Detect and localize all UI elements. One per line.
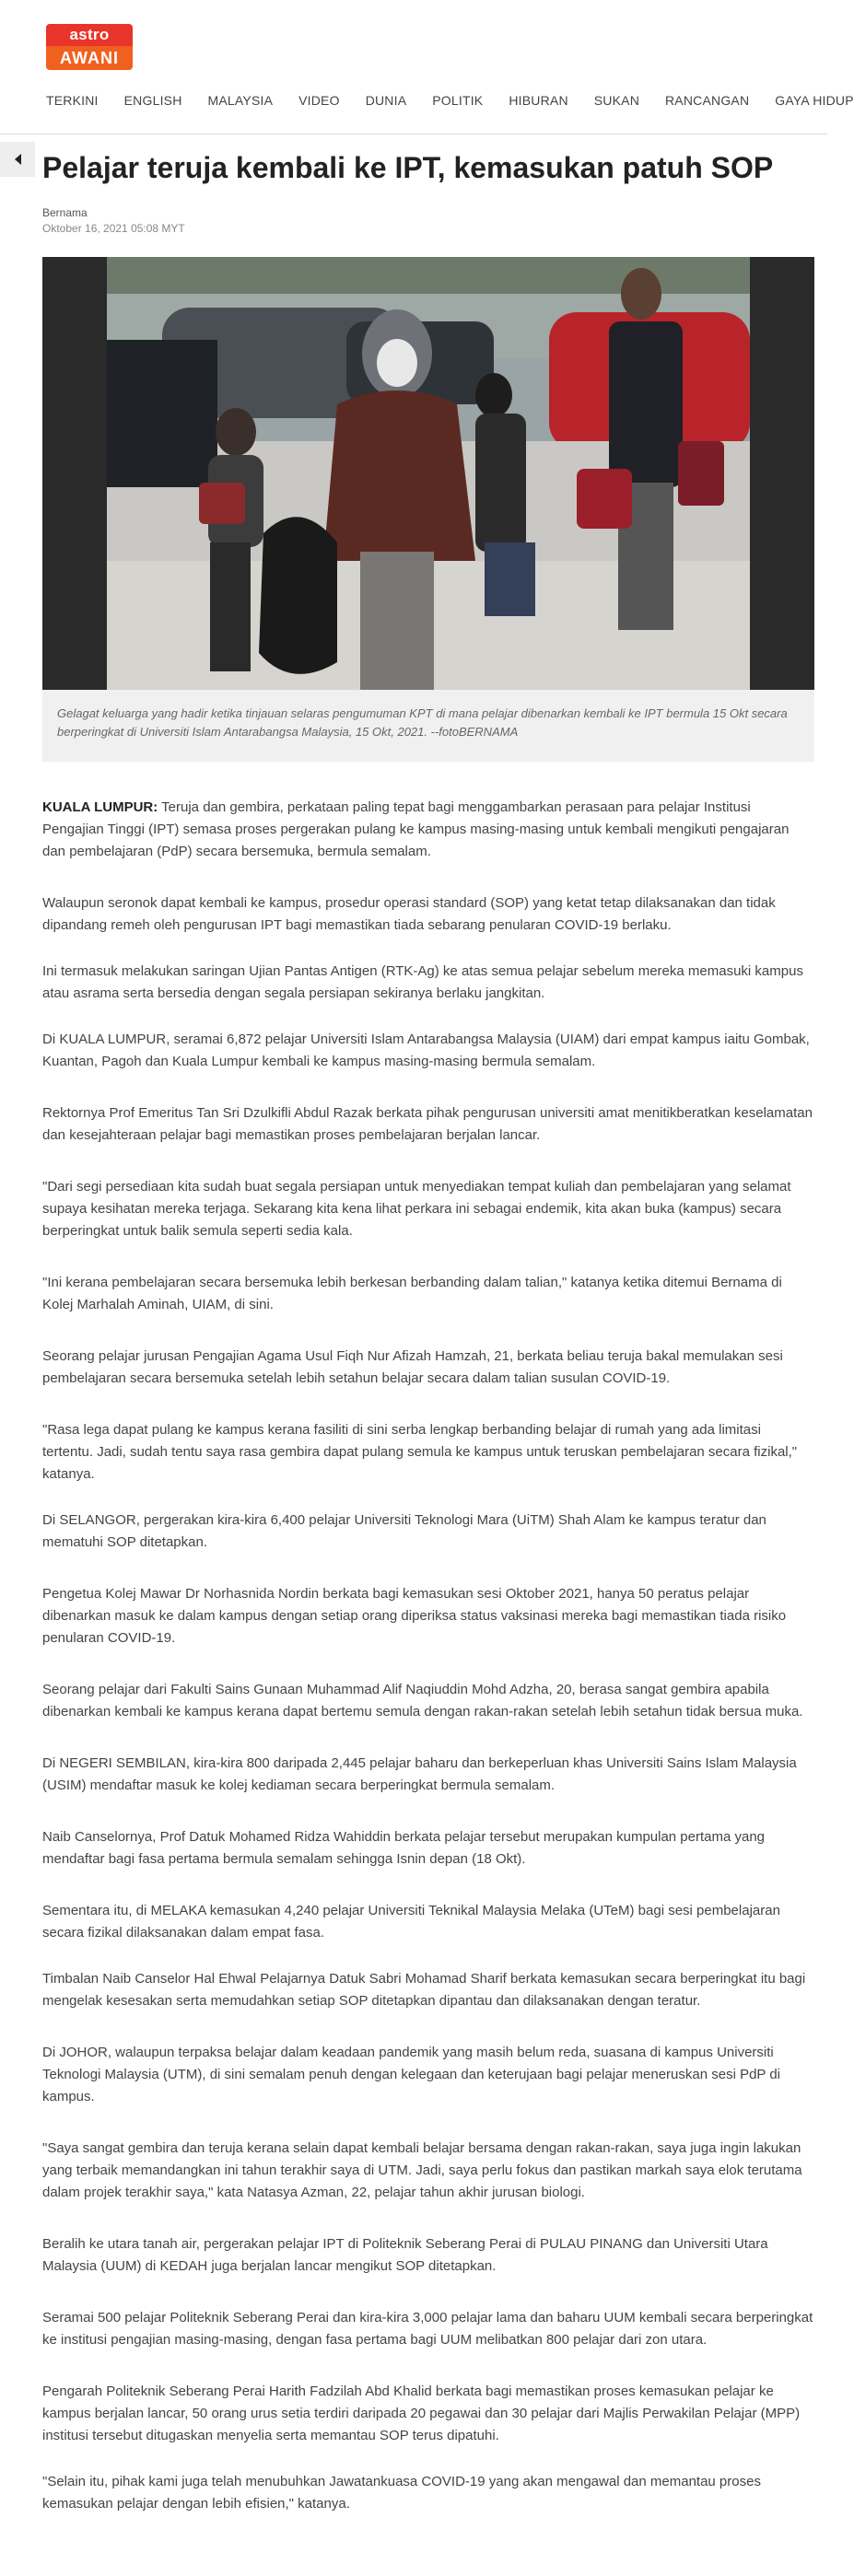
sidebar-toggle-button[interactable] — [0, 142, 35, 177]
article-paragraph: Naib Canselornya, Prof Datuk Mohamed Ridza Wahiddin berkata pelajar tersebut merupakan kumpulan pertama yang mendaftar bagi fasa pertama bermula semalam sehingga Isnin depan (18 Okt). — [42, 1829, 766, 1867]
article-paragraph: Di SELANGOR, pergerakan kira-kira 6,400 pelajar Universiti Teknologi Mara (UiTM) Shah Alam ke kampus teratur dan mematuhi SOP ditetapkan. — [42, 1512, 766, 1550]
students-photo-illustration — [107, 257, 750, 690]
chevron-left-icon — [15, 154, 21, 165]
article-paragraph: Di JOHOR, walaupun terpaksa belajar dalam keadaan pandemik yang masih belum reda, suasana di kampus Universiti Teknologi Malaysia (UTM), di sini semalam penuh dengan kelegaan dan keterujaan bagi pelajar meneruskan sesi PdP di kampus. — [42, 2045, 781, 2104]
nav-item-gaya-hidup[interactable]: GAYA HIDUP — [775, 93, 854, 108]
article-paragraph: "Dari segi persediaan kita sudah buat segala persiapan untuk menyediakan tempat kuliah dan pembelajaran yang selamat supaya kesihatan mereka terjaga. Sekarang kita kena lihat perkara ini sebagai endemik, kita akan buka (kampus) secara berperingkat untuk balik semula seperti sedia kala. — [42, 1179, 791, 1239]
nav-item-sukan[interactable]: SUKAN — [593, 93, 639, 108]
article-paragraph: Rektornya Prof Emeritus Tan Sri Dzulkifli Abdul Razak berkata pihak pengurusan universiti amat menitikberatkan keselamatan dan kesejahteraan pelajar bagi memastikan proses pembelajaran berjalan lancar. — [42, 1105, 813, 1143]
article-paragraph: "Rasa lega dapat pulang ke kampus kerana fasiliti di sini serba lengkap berbanding belajar di rumah yang ada limitasi tertentu. Jadi, sudah tentu saya rasa gembira dapat pulang semula ke kampus untuk teruskan pembelajaran secara fizikal," katanya. — [42, 1422, 798, 1482]
site-header — [0, 0, 854, 134]
article-paragraph: Walaupun seronok dapat kembali ke kampus, prosedur operasi standard (SOP) yang ketat tetap dilaksanakan dan tidak dipandang remeh oleh pengurusan IPT bagi memastikan tiada sebarang penularan COVID-19 berlaku. — [42, 895, 776, 933]
article-paragraph: Pengetua Kolej Mawar Dr Norhasnida Nordin berkata bagi kemasukan sesi Oktober 2021, hanya 50 peratus pelajar dibenarkan masuk ke dalam kampus dengan setiap orang diperiksa status vaksinasi mereka bagi memastikan tiada risiko penularan COVID-19. — [42, 1586, 787, 1646]
article-paragraph: "Selain itu, pihak kami juga telah menubuhkan Jawatankuasa COVID-19 yang akan mengawal dan memantau proses kemasukan pelajar dengan lebih efisien," katanya. — [42, 2474, 761, 2512]
nav-item-rancangan[interactable]: RANCANGAN — [665, 93, 750, 108]
article-paragraph: "Saya sangat gembira dan teruja kerana selain dapat kembali belajar bersama dengan rakan-rakan, saya juga ingin lakukan yang terbaik memandangkan ini tahun terakhir saya di UTM. Jadi, saya perlu fokus dan pastikan markah saya elok terutama dalam projek terakhir saya," kata Natasya Azman, 22, pelajar tahun akhir jurusan biologi. — [42, 2140, 802, 2200]
article-title: Pelajar teruja kembali ke IPT, kemasukan patuh SOP — [42, 151, 774, 184]
nav-item-malaysia[interactable]: MALAYSIA — [207, 93, 274, 108]
nav-item-politik[interactable]: POLITIK — [432, 93, 484, 108]
article-paragraph: Seramai 500 pelajar Politeknik Seberang Perai dan kira-kira 3,000 pelajar lama dan baharu UUM kembali secara berperingkat ke institusi pengajian masing-masing, dengan fasa pertama bagi UUM melibatkan 800 pelajar dari zon utara. — [42, 2310, 813, 2348]
logo-line-1: astro — [46, 24, 133, 46]
lead-text: Teruja dan gembira, perkataan paling tepat bagi menggambarkan perasaan para pelajar Institusi Pengajian Tinggi (IPT) semasa proses pergerakan pulang ke kampus masing-masing untuk kembali mengikuti pengajaran dan pembelajaran (PdP) secara bersemuka, bermula semalam. — [42, 799, 790, 859]
nav-item-hiburan[interactable]: HIBURAN — [509, 93, 568, 108]
astro-awani-logo[interactable] — [46, 24, 133, 70]
article-figure — [42, 257, 814, 762]
article-paragraph: Seorang pelajar dari Fakulti Sains Gunaan Muhammad Alif Naqiuddin Mohd Adzha, 20, berasa sangat gembira apabila dibenarkan kembali ke kampus kerana dapat bertemu semula dengan rakan-rakan setelah lebih setahun tidak bersua muka. — [42, 1682, 803, 1719]
article-date: Oktober 16, 2021 05:08 MYT — [42, 222, 185, 235]
article-paragraph: Pengarah Politeknik Seberang Perai Harith Fadzilah Abd Khalid berkata bagi memastikan proses kemasukan pelajar ke kampus berjalan lancar, 50 orang urus setia terdiri daripada 20 pegawai dan 30 pelajar dari Majlis Perwakilan Pelajar (MPP) institusi tersebut ditugaskan menyelia serta memantau SOP terus dipatuhi. — [42, 2384, 801, 2443]
nav-item-terkini[interactable]: TERKINI — [46, 93, 99, 108]
article-photo — [42, 257, 814, 690]
article — [42, 147, 814, 2539]
logo-line-2: AWANI — [46, 46, 133, 70]
article-paragraph: Seorang pelajar jurusan Pengajian Agama Usul Fiqh Nur Afizah Hamzah, 21, berkata beliau teruja bakal memulakan sesi pembelajaran secara bersemuka setelah lebih setahun belajar secara dalam talian susulan COVID-19. — [42, 1348, 783, 1386]
nav-item-english[interactable]: ENGLISH — [123, 93, 182, 108]
article-lead-paragraph — [42, 797, 814, 863]
article-paragraph: Sementara itu, di MELAKA kemasukan 4,240 pelajar Universiti Teknikal Malaysia Melaka (UTeM) bagi sesi pembelajaran secara fizikal dilaksanakan dalam empat fasa. — [42, 1903, 780, 1941]
nav-item-video[interactable]: VIDEO — [298, 93, 340, 108]
article-paragraph: Beralih ke utara tanah air, pergerakan pelajar IPT di Politeknik Seberang Perai di PULAU PINANG dan Universiti Utara Malaysia (UUM) di KEDAH juga berjalan lancar mengikut SOP ditetapkan. — [42, 2236, 768, 2274]
article-paragraph: Timbalan Naib Canselor Hal Ehwal Pelajarnya Datuk Sabri Mohamad Sharif berkata kemasukan secara berperingkat itu bagi mengelak kesesakan serta memudahkan setiap SOP ditetapkan dipantau dan dilaksanakan dengan teratur. — [42, 1971, 806, 2009]
nav-item-dunia[interactable]: DUNIA — [365, 93, 407, 108]
article-paragraph: "Ini kerana pembelajaran secara bersemuka lebih berkesan berbanding dalam talian," katanya ketika ditemui Bernama di Kolej Marhalah Aminah, UIAM, di sini. — [42, 1275, 782, 1312]
photo-caption: Gelagat keluarga yang hadir ketika tinjauan selaras pengumuman KPT di mana pelajar dibenarkan kembali ke IPT bermula 15 Okt secara berperingkat di Universiti Islam Antarabangsa Malaysia, 15 Okt, 2021. --fotoBERNAMA — [57, 706, 788, 739]
article-author[interactable]: Bernama — [42, 206, 88, 219]
dateline: KUALA LUMPUR: — [42, 799, 158, 815]
article-paragraph: Di NEGERI SEMBILAN, kira-kira 800 daripada 2,445 pelajar baharu dan berkeperluan khas Universiti Sains Islam Malaysia (USIM) mendaftar masuk ke kolej kediaman secara berperingkat bermula semalam. — [42, 1755, 797, 1793]
article-paragraph: Ini termasuk melakukan saringan Ujian Pantas Antigen (RTK-Ag) ke atas semua pelajar sebelum mereka memasuki kampus atau asrama serta bersedia dengan segala persiapan sekiranya berlaku jangkitan. — [42, 963, 803, 1001]
article-paragraph: Di KUALA LUMPUR, seramai 6,872 pelajar Universiti Islam Antarabangsa Malaysia (UIAM) dari empat kampus iaitu Gombak, Kuantan, Pagoh dan Kuala Lumpur kembali ke kampus masing-masing bermula semalam. — [42, 1032, 810, 1069]
main-nav — [46, 93, 854, 108]
